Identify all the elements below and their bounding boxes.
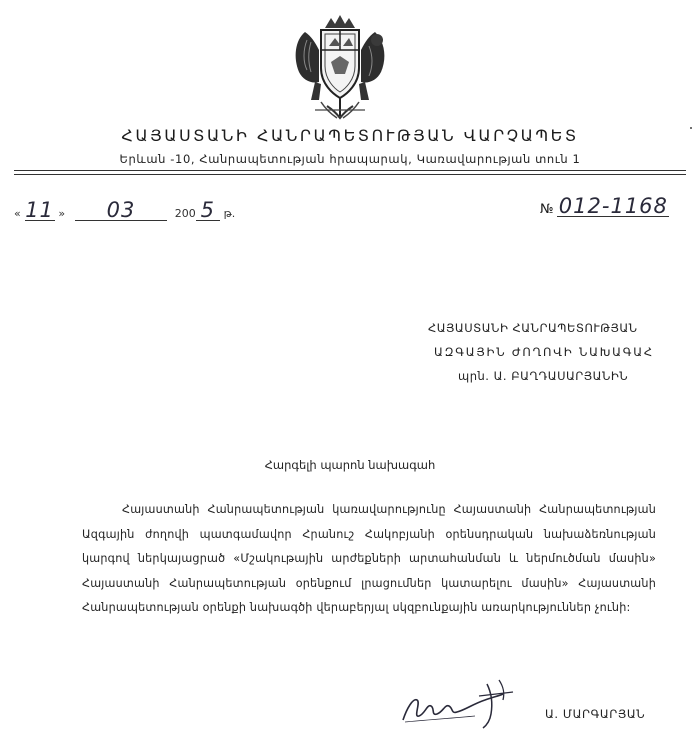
coat-of-arms-icon — [285, 10, 395, 122]
addressee-line-1: ՀԱՅԱՍՏԱՆԻ ՀԱՆՐԱՊԵՏՈՒԹՅԱՆ — [428, 321, 638, 335]
date-open-quote: « — [14, 207, 21, 220]
date-line — [14, 200, 235, 226]
date-year-mark: թ. — [223, 207, 236, 220]
salutation: Հարգելի պարոն նախագահ — [264, 458, 436, 472]
number-label: № — [540, 202, 554, 217]
body-paragraph: Հայաստանի Հանրապետության կառավարությունը Հայաստանի Հանրապետության Ազգային ժողովի պատգամավոր Հրանուշ Հակոբյանի օրենսդրական նախաձեռնության կարգով ներկայացրած «Մշակութային արժեքների արտահանման և ներմուծման մասին» Հայաստանի Հանրապետության օրենքում լրացումներ կատարելու մասին» Հայաստանի Հանրապետության օրենքի նախագծի վերաբերյալ սկզբունքային առարկություններ չունի: — [82, 503, 656, 614]
document-number — [540, 196, 669, 217]
header-rule-thin — [14, 174, 686, 175]
addressee-line-2: ԱԶԳԱՅԻՆ ԺՈՂՈՎԻ ՆԱԽԱԳԱՀ — [434, 345, 654, 359]
date-year-suffix: 5 — [196, 200, 220, 221]
scan-dot — [690, 127, 692, 129]
date-month: 03 — [75, 200, 167, 221]
date-day: 11 — [25, 198, 54, 222]
signer-name: Ա. ՄԱՐԳԱՐՅԱՆ — [545, 707, 646, 721]
addressee-block — [428, 316, 654, 388]
header-address: Երևան -10, Հանրապետության հրապարակ, Կառավարության տուն 1 — [119, 152, 581, 166]
header-title: ՀԱՅԱՍՏԱՆԻ ՀԱՆՐԱՊԵՏՈՒԹՅԱՆ ՎԱՐՉԱՊԵՏ — [121, 126, 579, 145]
date-year-prefix: 200 — [174, 207, 196, 220]
addressee-line-3: պրն. Ա. ԲԱՂԴԱՍԱՐՅԱՆԻՆ — [458, 369, 629, 383]
signature-icon — [395, 670, 525, 730]
date-close-quote: » — [58, 207, 66, 220]
number-value: 012-1168 — [558, 194, 668, 218]
header-rule — [14, 170, 686, 171]
